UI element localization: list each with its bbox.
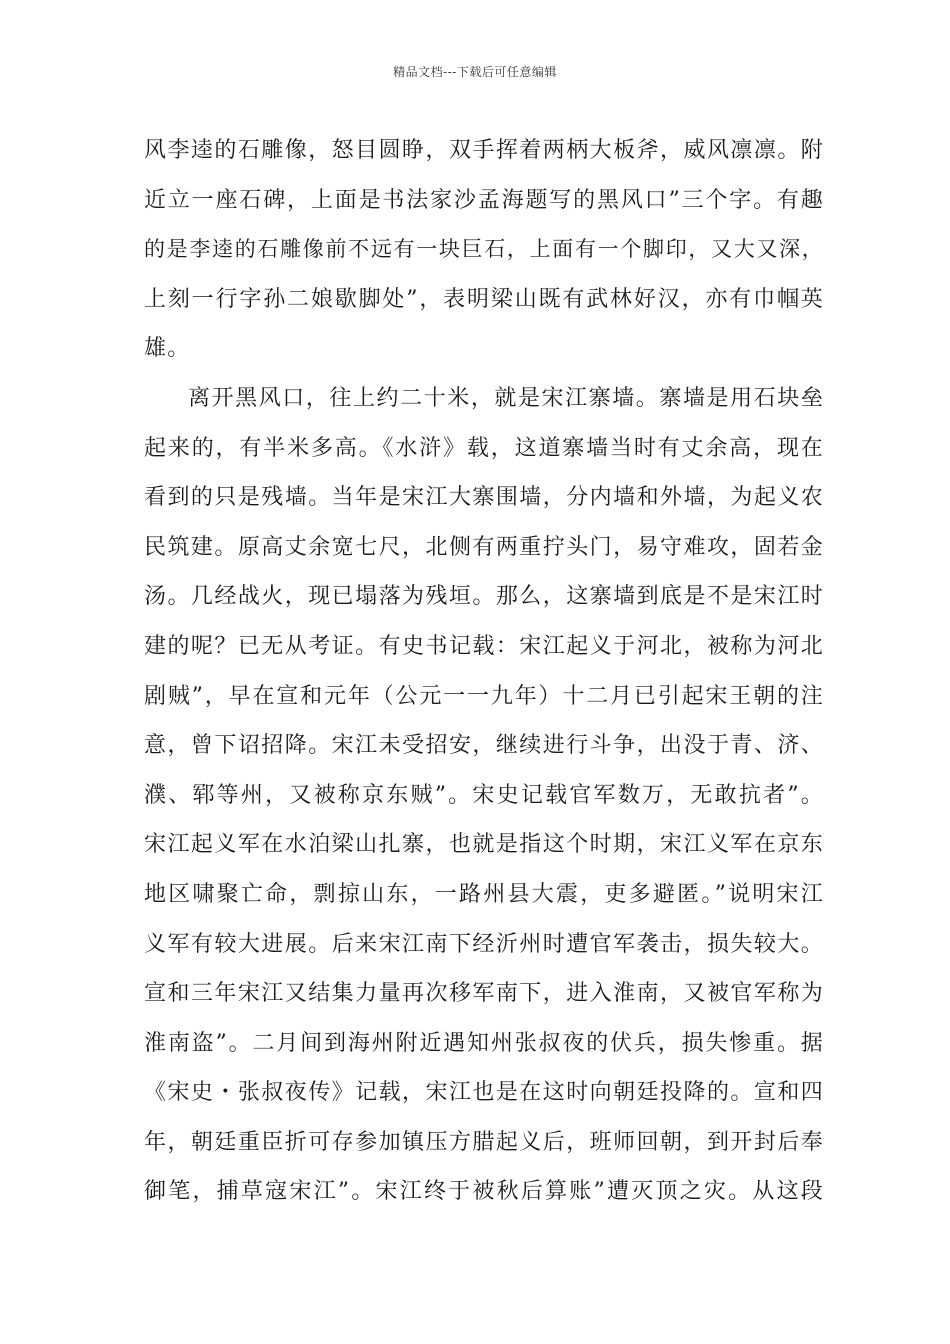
text-line: 民筑建。原高丈余宽七尺，北侧有两重拧头门，易守难攻，固若金	[144, 534, 824, 560]
text-line: 年，朝廷重臣折可存参加镇压方腊起义后，班师回朝，到开封后奉	[144, 1129, 824, 1155]
text-line: 雄。	[144, 336, 191, 362]
text-line: 御笔，捕草寇宋江”。宋江终于被秋后算账”遭灭顶之灾。从这段	[144, 1179, 824, 1205]
text-line: 建的呢？已无从考证。有史书记载：宋江起义于河北，被称为河北	[144, 633, 824, 659]
text-line: 宣和三年宋江又结集力量再次移军南下，进入淮南，又被官军称为	[144, 981, 824, 1007]
text-line: 宋江起义军在水泊梁山扎寨，也就是指这个时期，宋江义军在京东	[144, 832, 824, 858]
text-line: 义军有较大进展。后来宋江南下经沂州时遭官军袭击，损失较大。	[144, 931, 824, 957]
text-line: 上刻一行字孙二娘歇脚处”，表明梁山既有武林好汉，亦有巾帼英	[144, 286, 824, 312]
text-line: 剧贼”，早在宣和元年（公元一一九年）十二月已引起宋王朝的注	[144, 683, 824, 709]
text-line: 近立一座石碑，上面是书法家沙孟海题写的黑风口”三个字。有趣	[144, 187, 824, 213]
text-line: 起来的，有半米多高。《水浒》载，这道寨墙当时有丈余高，现在	[144, 435, 824, 461]
body-text	[144, 126, 824, 1217]
text-line: 淮南盗”。二月间到海州附近遇知州张叔夜的伏兵，损失惨重。据	[144, 1030, 824, 1056]
page-header: 精品文档---下载后可任意编辑	[393, 65, 557, 79]
text-line: 意，曾下诏招降。宋江未受招安，继续进行斗争，出没于青、济、	[144, 733, 824, 759]
text-line: 看到的只是残墙。当年是宋江大寨围墙，分内墙和外墙，为起义农	[144, 485, 824, 511]
text-line: 汤。几经战火，现已塌落为残垣。那么，这寨墙到底是不是宋江时	[144, 584, 824, 610]
text-line: 风李逵的石雕像，怒目圆睁，双手挥着两柄大板斧，威风凛凛。附	[144, 138, 824, 163]
text-line: 的是李逵的石雕像前不远有一块巨石，上面有一个脚印，又大又深，	[144, 237, 824, 262]
text-line: 《宋史・张叔夜传》记载，宋江也是在这时向朝廷投降的。宣和四	[144, 1080, 824, 1106]
text-line: 离开黑风口，往上约二十米，就是宋江寨墙。寨墙是用石块垒	[188, 385, 824, 411]
text-line: 地区啸聚亡命，剽掠山东，一路州县大震，吏多避匿。”说明宋江	[144, 881, 824, 907]
text-line: 濮、郓等州，又被称京东贼”。宋史记载官军数万，无敢抗者”。	[144, 782, 824, 808]
